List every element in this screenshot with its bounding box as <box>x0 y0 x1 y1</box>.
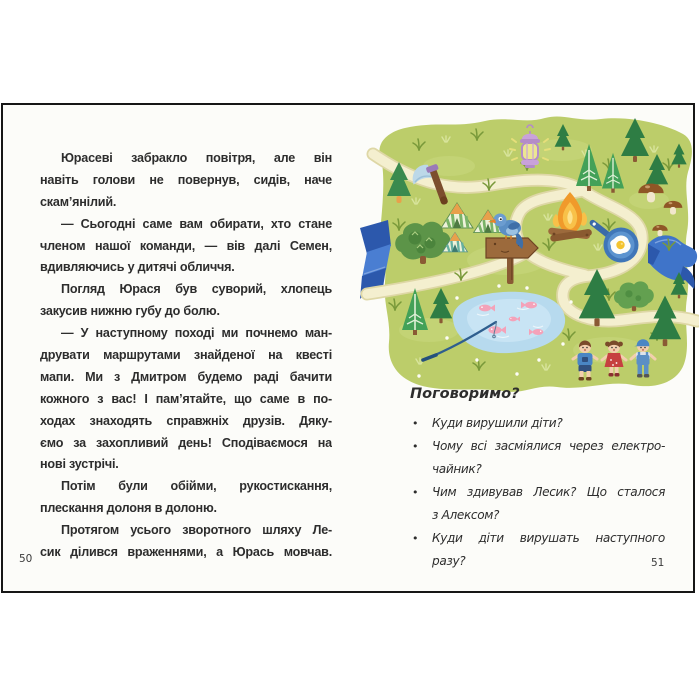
story-line: членом нашої команди, — вів далі Семен, <box>40 238 332 253</box>
bullet-spacer <box>412 505 432 528</box>
story-line: ходах знаходять справжніх друзів. Дяку- <box>40 413 332 428</box>
story-line: ємо за захопливий день! Сподіваємося на <box>40 435 332 450</box>
question-text: з Алексом? <box>432 508 500 522</box>
trail-map-illustration <box>357 108 699 400</box>
story-line: Погляд Юрася був суворий, хлопець <box>61 282 332 297</box>
question-text: Чим здивував Лесик? Що сталося <box>432 485 665 499</box>
bullet-spacer <box>412 551 432 574</box>
story-line: сик ділився враженнями, а Юрась мовчав. <box>40 545 332 560</box>
discussion-title: Поговоримо? <box>410 386 520 402</box>
story-line: вдивляючись у дитячі обличчя. <box>40 260 235 275</box>
book-spread <box>1 103 695 593</box>
question-item <box>412 505 665 528</box>
story-line: Юрасеві забракло повітря, але він <box>61 151 332 165</box>
bullet-icon: • <box>412 486 419 499</box>
question-item <box>412 482 665 505</box>
bullet-spacer <box>412 459 432 482</box>
bullet-icon: • <box>412 532 419 545</box>
question-item <box>412 551 665 574</box>
question-text: Куди діти вирушать наступного <box>432 531 665 545</box>
story-line: нові зустрічі. <box>40 457 119 472</box>
story-line: Потім були обійми, рукостискання, <box>61 479 332 494</box>
question-item <box>412 459 665 482</box>
story-line: — Сьогодні саме вам обирати, хто стане <box>61 216 332 231</box>
bullet-icon: • <box>412 440 419 453</box>
question-text: Куди вирушили діти? <box>432 416 563 430</box>
question-text: чайник? <box>432 462 482 476</box>
story-line: друвати маршрутами знайденої на квесті <box>40 348 332 363</box>
story-line: Протягом усього зворотного шляху Ле- <box>61 523 332 538</box>
story-line: мапи. Ми з Дмитром будемо раді бачити <box>40 369 332 384</box>
page-number-left: 50 <box>19 553 33 565</box>
story-line: скам’янілий. <box>40 194 117 209</box>
question-text: Чому всі засміялися через електро- <box>432 439 665 453</box>
story-line: плескання долоня в долоню. <box>40 501 217 516</box>
question-item <box>412 436 665 459</box>
story-text <box>40 148 332 564</box>
story-line: закусив нижню губу до болю. <box>40 304 220 319</box>
bullet-icon: • <box>412 417 419 430</box>
story-line: кожного з вас! І пам’ятайте, що саме в по- <box>40 391 332 406</box>
page-number-right: 51 <box>651 557 665 569</box>
question-text: разу? <box>432 554 466 568</box>
story-line: навіть голови не повернув, сидів, наче <box>40 172 332 187</box>
discussion-questions <box>412 413 665 574</box>
story-line: — У наступному поході ми почнемо ман- <box>61 326 332 341</box>
question-item <box>412 528 665 551</box>
question-item <box>412 413 665 436</box>
